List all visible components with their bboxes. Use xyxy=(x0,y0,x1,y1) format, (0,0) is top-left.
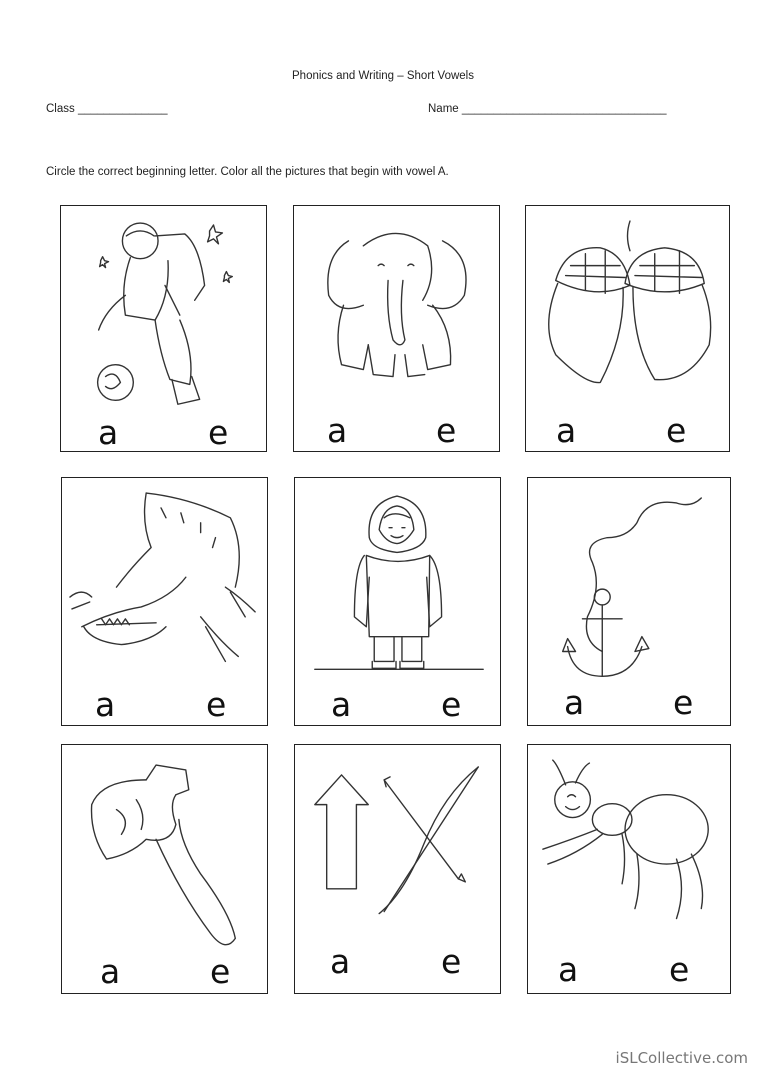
card-astronaut xyxy=(60,205,267,452)
option-a[interactable]: a xyxy=(95,685,116,724)
option-a[interactable]: a xyxy=(330,942,351,981)
elephant-icon xyxy=(294,206,499,451)
anchor-icon xyxy=(528,478,730,725)
option-e[interactable]: e xyxy=(673,683,694,722)
card-ant xyxy=(527,744,731,994)
option-a[interactable]: a xyxy=(100,952,121,991)
alligator-icon xyxy=(62,478,267,725)
arrow-and-bow-icon xyxy=(295,745,500,993)
eskimo-icon xyxy=(295,478,500,725)
card-elephant xyxy=(293,205,500,452)
watermark: iSLCollective.com xyxy=(615,1049,748,1067)
card-arrow-bow xyxy=(294,744,501,994)
option-a[interactable]: a xyxy=(327,411,348,450)
option-e[interactable]: e xyxy=(441,942,462,981)
option-e[interactable]: e xyxy=(666,411,687,450)
card-acorn xyxy=(525,205,730,452)
instructions: Circle the correct beginning letter. Color all the pictures that begin with vowel A. xyxy=(46,166,449,178)
option-e[interactable]: e xyxy=(210,952,231,991)
option-a[interactable]: a xyxy=(98,413,119,452)
card-eskimo xyxy=(294,477,501,726)
card-alligator xyxy=(61,477,268,726)
option-e[interactable]: e xyxy=(206,685,227,724)
option-e[interactable]: e xyxy=(208,413,229,452)
option-a[interactable]: a xyxy=(558,950,579,989)
option-a[interactable]: a xyxy=(556,411,577,450)
class-field[interactable]: Class ______________ xyxy=(46,103,168,115)
option-e[interactable]: e xyxy=(436,411,457,450)
card-anchor xyxy=(527,477,731,726)
option-a[interactable]: a xyxy=(564,683,585,722)
name-field[interactable]: Name ________________________________ xyxy=(428,103,667,115)
axe-icon xyxy=(62,745,267,993)
astronaut-icon xyxy=(61,206,266,451)
card-axe xyxy=(61,744,268,994)
option-a[interactable]: a xyxy=(331,685,352,724)
worksheet-title: Phonics and Writing – Short Vowels xyxy=(292,70,474,82)
option-e[interactable]: e xyxy=(669,950,690,989)
option-e[interactable]: e xyxy=(441,685,462,724)
